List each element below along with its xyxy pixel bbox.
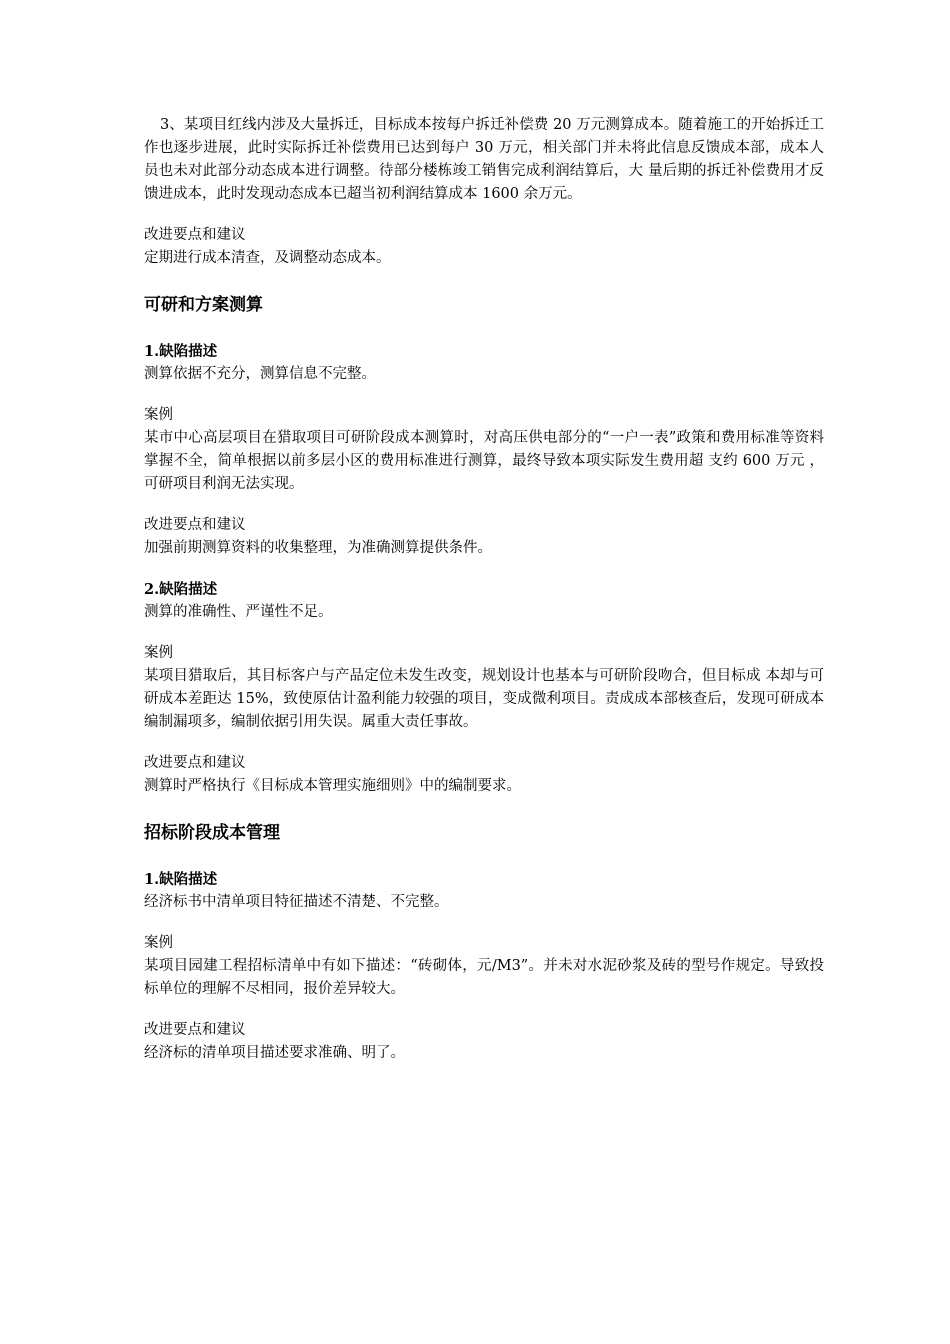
defect-heading: 1.缺陷描述 xyxy=(144,871,218,888)
defect-heading: 2.缺陷描述 xyxy=(144,581,218,598)
improve-label: 改进要点和建议 xyxy=(144,755,246,771)
improve-label: 改进要点和建议 xyxy=(144,517,246,533)
document-page xyxy=(144,114,824,1065)
case-paragraph-demolition: 3、某项目红线内涉及大量拆迁，目标成本按每户拆迁补偿费 20 万元测算成本。随着施工的开始拆迁工作也逐步进展，此时实际拆迁补偿费用已达到每户 30 万元，相关部门并未将此信息反馈成本部，成本人员也未对此部分动态成本进行调整。待部分楼栋竣工销售完成利润结算后，大 量后期的拆迁补偿费用才反馈进成本，此时发现动态成本已超当初利润结算成本 1600 余万元。 xyxy=(144,117,824,202)
case-text: 某市中心高层项目在猎取项目可研阶段成本测算时，对高压供电部分的“一户一表”政策和费用标准等资料掌握不全，简单根据以前多层小区的费用标准进行测算，最终导致本项实际发生费用超 支约 600 万元 ，可研项目利润无法实现。 xyxy=(144,430,824,492)
defect-heading: 1.缺陷描述 xyxy=(144,343,218,360)
defect-text: 测算的准确性、严谨性不足。 xyxy=(144,604,333,620)
case-label: 案例 xyxy=(144,935,173,951)
improve-text: 测算时严格执行《目标成本管理实施细则》中的编制要求。 xyxy=(144,778,521,794)
improve-label: 改进要点和建议 xyxy=(144,227,246,243)
improve-text: 加强前期测算资料的收集整理，为准确测算提供条件。 xyxy=(144,540,492,556)
case-label: 案例 xyxy=(144,407,173,423)
section-title-feasibility: 可研和方案测算 xyxy=(144,295,263,315)
section-title-bidding: 招标阶段成本管理 xyxy=(144,823,280,843)
improve-text: 定期进行成本清查，及调整动态成本。 xyxy=(144,250,391,266)
improve-text: 经济标的清单项目描述要求准确、明了。 xyxy=(144,1045,405,1061)
case-text: 某项目园建工程招标清单中有如下描述：“砖砌体，元/M3”。并未对水泥砂浆及砖的型号作规定。导致投标单位的理解不尽相同，报价差异较大。 xyxy=(144,958,824,997)
case-label: 案例 xyxy=(144,645,173,661)
case-text: 某项目猎取后，其目标客户与产品定位未发生改变，规划设计也基本与可研阶段吻合，但目标成 本却与可研成本差距达 15%，致使原估计盈利能力较强的项目，变成微利项目。责成成本部核查后，发现可研成本编制漏项多，编制依据引用失误。属重大责任事故。 xyxy=(144,668,824,730)
improve-label: 改进要点和建议 xyxy=(144,1022,246,1038)
defect-text: 经济标书中清单项目特征描述不清楚、不完整。 xyxy=(144,894,449,910)
defect-text: 测算依据不充分，测算信息不完整。 xyxy=(144,366,376,382)
